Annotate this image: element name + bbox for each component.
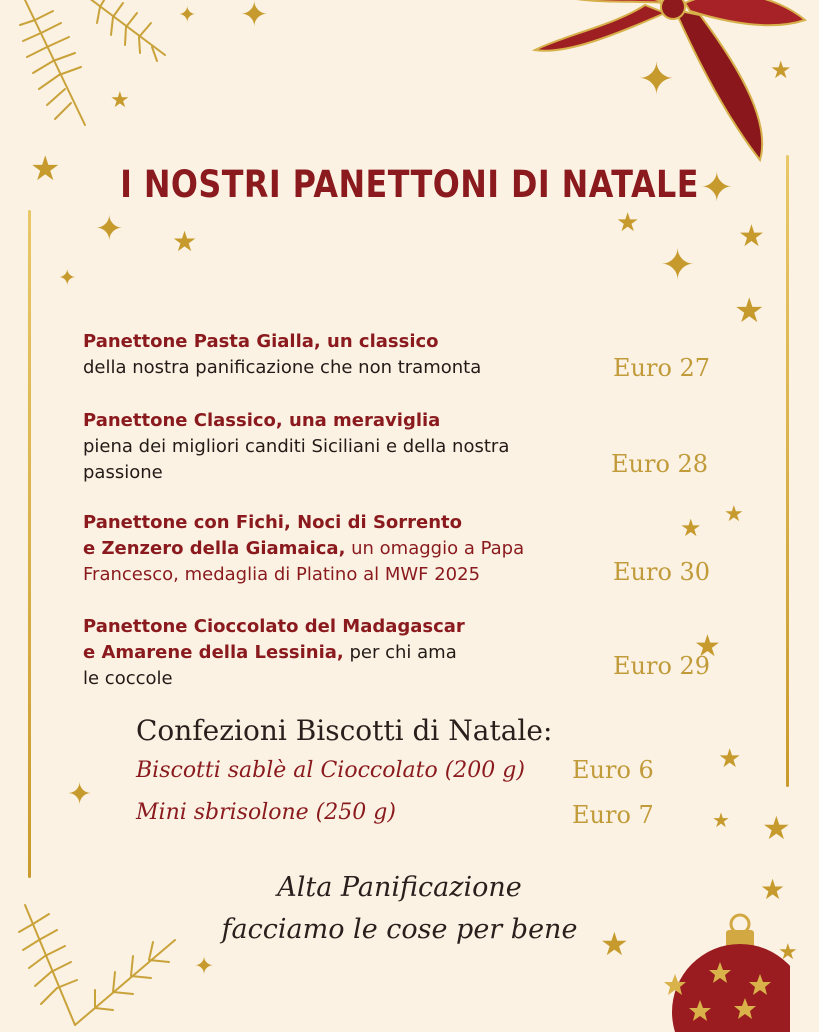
star-icon: ✦ <box>240 0 269 35</box>
page-title: I NOSTRI PANETTONI DI NATALE <box>120 163 699 206</box>
star-icon: ★ <box>30 149 61 189</box>
star-icon: ★ <box>712 808 730 832</box>
star-icon: ★ <box>724 502 744 527</box>
star-icon: ★ <box>680 514 702 542</box>
item-name: Panettone Pasta Gialla, un classico <box>83 331 439 352</box>
item-description: piena dei migliori canditi Siciliani e della nostra passione <box>83 436 510 483</box>
biscotti-price: Euro 7 <box>572 801 654 829</box>
biscotti-item: Biscotti sablè al Cioccolato (200 g) <box>136 758 525 783</box>
star-icon: ★ <box>762 809 791 847</box>
star-icon: ✦ <box>194 952 215 980</box>
star-icon: ✦ <box>178 3 197 28</box>
star-icon: ✦ <box>660 240 696 289</box>
star-icon: ★ <box>778 940 798 965</box>
star-icon: ★ <box>770 56 792 84</box>
item-description-line3: Francesco, medaglia di Platino al MWF 2025 <box>83 564 481 585</box>
item-name-line2: e Zenzero della Giamaica, <box>83 538 346 559</box>
star-icon: ★ <box>172 225 198 258</box>
star-icon: ✦ <box>58 266 77 291</box>
star-icon: ★ <box>760 873 786 906</box>
frame-line-left <box>28 210 31 878</box>
frame-line-right <box>786 155 789 787</box>
item-price: Euro 28 <box>611 450 709 478</box>
footer-line1: Alta Panificazione <box>277 872 522 903</box>
item-name-line1: Panettone Cioccolato del Madagascar <box>83 616 465 637</box>
biscotti-heading: Confezioni Biscotti di Natale: <box>136 714 553 747</box>
star-icon: ★ <box>694 629 721 664</box>
item-name-line2: e Amarene della Lessinia, <box>83 642 344 663</box>
biscotti-item: Mini sbrisolone (250 g) <box>136 800 396 825</box>
pine-branch-icon <box>15 0 185 135</box>
footer-line2: facciamo le cose per bene <box>221 914 578 945</box>
menu-item <box>83 408 563 486</box>
star-icon: ✦ <box>700 165 734 211</box>
menu-item <box>83 510 623 588</box>
item-price: Euro 27 <box>613 354 711 382</box>
star-icon: ★ <box>734 291 765 331</box>
item-name-line1: Panettone con Fichi, Noci di Sorrento <box>83 512 463 533</box>
item-description-line3: le coccole <box>83 668 173 689</box>
menu-item <box>83 329 623 381</box>
item-description: della nostra panificazione che non tramonta <box>83 357 482 378</box>
star-icon: ✦ <box>638 54 675 105</box>
star-icon: ★ <box>718 744 742 774</box>
star-icon: ★ <box>616 208 640 238</box>
menu-item <box>83 614 623 692</box>
star-icon: ★ <box>600 925 629 963</box>
item-description: per chi ama <box>343 642 457 663</box>
item-price: Euro 29 <box>613 652 711 680</box>
star-icon: ✦ <box>67 777 93 812</box>
biscotti-price: Euro 6 <box>572 756 654 784</box>
star-icon: ★ <box>738 219 765 254</box>
item-description: un omaggio a Papa <box>345 538 525 559</box>
star-icon: ★ <box>110 88 130 113</box>
item-price: Euro 30 <box>613 558 711 586</box>
item-name: Panettone Classico, una meraviglia <box>83 410 441 431</box>
star-icon: ✦ <box>95 209 124 249</box>
